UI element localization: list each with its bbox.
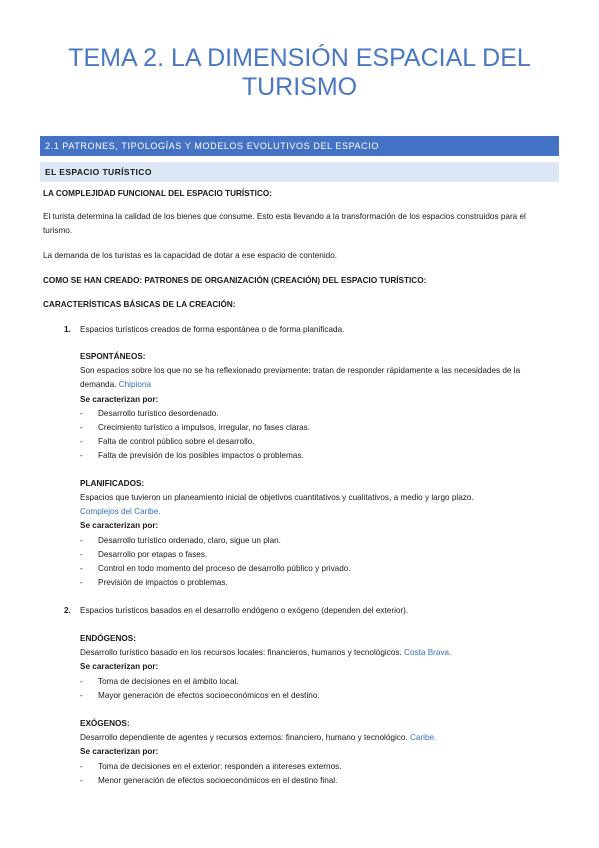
endogenos-lead: Se caracterizan por: [80, 662, 159, 671]
bullet-dash: - [80, 677, 83, 686]
endogenos-description-text: Desarrollo turístico basado en los recursos locales: financieros, humanos y tecnológicos. [80, 648, 402, 657]
bullet-dash: - [80, 536, 83, 545]
list-item: Toma de decisiones en el exterior: responden a intereses externos. [98, 762, 342, 771]
bullet-dash: - [80, 423, 83, 432]
list-item: Falta de control público sobre el desarrollo. [98, 437, 255, 446]
exogenos-description [80, 731, 436, 745]
list-item: Desarrollo turístico desordenado. [98, 409, 219, 418]
example-link-costa-brava[interactable]: Costa Brava. [404, 648, 452, 657]
endogenos-description [80, 646, 451, 660]
list-item: Desarrollo turístico ordenado, claro, sigue un plan. [98, 536, 281, 545]
list-item: Crecimiento turístico a impulsos, irregular, no fases claras. [98, 423, 311, 432]
complexity-heading: LA COMPLEJIDAD FUNCIONAL DEL ESPACIO TURÍSTICO: [43, 189, 272, 198]
endogenos-heading: ENDÓGENOS: [80, 634, 136, 643]
espontaneos-heading: ESPONTÁNEOS: [80, 352, 146, 361]
bullet-dash: - [80, 437, 83, 446]
list-item: Desarrollo por etapas o fases. [98, 550, 208, 559]
planificados-heading: PLANIFICADOS: [80, 479, 145, 488]
list-item-1-text: Espacios turísticos creados de forma espontánea o de forma planificada. [80, 325, 345, 334]
bullet-dash: - [80, 409, 83, 418]
bullet-dash: - [80, 691, 83, 700]
planificados-description: Espacios que tuvieron un planeamiento inicial de objetivos cuantitativos y cualitativos, a medio y largo plazo. [80, 493, 474, 502]
bullet-dash: - [80, 762, 83, 771]
page-title: TEMA 2. LA DIMENSIÓN ESPACIAL DEL TURISMO [68, 44, 531, 101]
example-link-chipiona[interactable]: Chipiona [118, 380, 152, 389]
list-item: Falta de previsión de los posibles impactos o problemas. [98, 451, 304, 460]
list-number-2: 2. [64, 606, 71, 615]
bullet-dash: - [80, 776, 83, 785]
bullet-dash: - [80, 451, 83, 460]
example-link-complejos-caribe[interactable]: Complejos del Caribe. [80, 507, 161, 516]
creation-heading: COMO SE HAN CREADO: PATRONES DE ORGANIZACIÓN (CREACIÓN) DEL ESPACIO TURÍSTICO: [43, 276, 427, 285]
planificados-lead: Se caracterizan por: [80, 521, 159, 530]
bullet-dash: - [80, 578, 83, 587]
list-item: Control en todo momento del proceso de desarrollo público y privado. [98, 564, 351, 573]
exogenos-heading: EXÓGENOS: [80, 719, 130, 728]
bullet-dash: - [80, 564, 83, 573]
list-item: Previsión de impactos o problemas. [98, 578, 228, 587]
list-item: Mayor generación de efectos socioeconómicos en el destino. [98, 691, 320, 700]
characteristics-heading: CARACTERÍSTICAS BÁSICAS DE LA CREACIÓN: [43, 300, 236, 309]
complexity-paragraph-2: La demanda de los turistas es la capacidad de dotar a ese espacio de contenido. [43, 251, 338, 260]
section-heading: 2.1 PATRONES, TIPOLOGÍAS Y MODELOS EVOLUTIVOS DEL ESPACIO [40, 136, 559, 156]
bullet-dash: - [80, 550, 83, 559]
list-item: Menor generación de efectos socioeconómicos en el destino final. [98, 776, 338, 785]
list-number-1: 1. [64, 325, 71, 334]
subsection-heading: EL ESPACIO TURÍSTICO [40, 162, 559, 182]
complexity-paragraph-1: El turista determina la calidad de los bienes que consume. Esto esta llevando a la transformación de los espacios construidos para el turismo. [43, 212, 526, 235]
list-item-2-text: Espacios turísticos basados en el desarrollo endógeno o exógeno (dependen del exterior). [80, 606, 409, 615]
list-item: Toma de decisiones en el ámbito local. [98, 677, 239, 686]
espontaneos-description [80, 364, 556, 392]
exogenos-lead: Se caracterizan por: [80, 747, 159, 756]
example-link-caribe[interactable]: Caribe. [409, 733, 437, 742]
exogenos-description-text: Desarrollo dependiente de agentes y recursos externos: financiero, humano y tecnológico. [80, 733, 408, 742]
espontaneos-description-text: Son espacios sobre los que no se ha reflexionado previamente: tratan de responder rápidamente a las necesidades de la demanda. [80, 366, 521, 389]
espontaneos-lead: Se caracterizan por: [80, 395, 159, 404]
